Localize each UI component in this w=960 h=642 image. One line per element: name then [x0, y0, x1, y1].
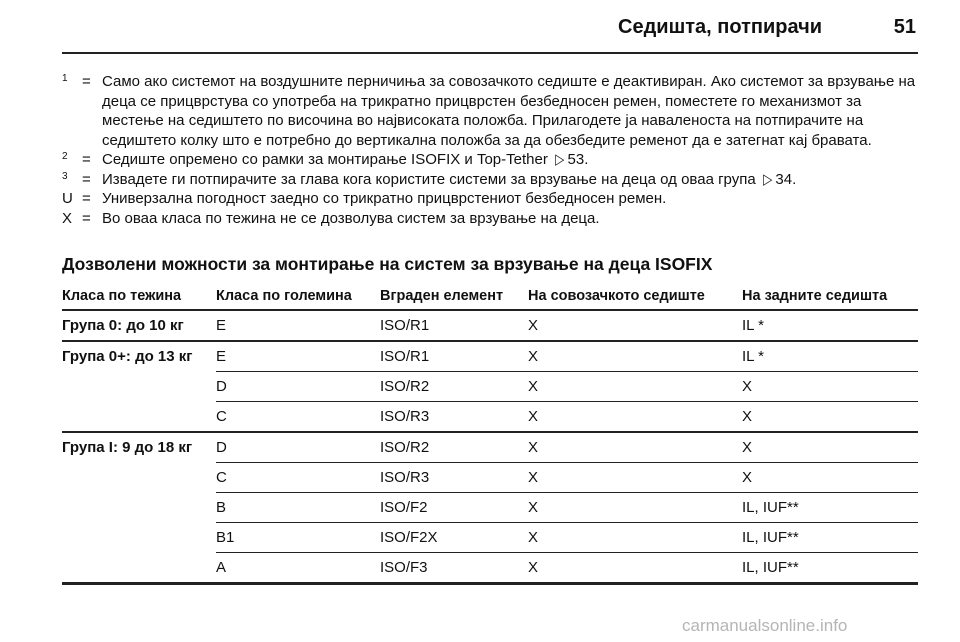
footnote-text: [102, 170, 922, 190]
footnote-text: Само ако системот на воздушните перничиња за совозачкото седиште е деактивиран. Ако системот за врзување на деца се прицврстува со употреба на трикратно прицврстен безбедносен ремен, поместете го механизмот за местење на седиштето по височина во највисоката положба. Прилагодете ја наваленоста на потпирачите на седиштето колку што е потребно до вертикална положба за да обезбедите ременот да е затегнат кај бравата.: [102, 73, 916, 149]
column-header: На задните седишта: [742, 283, 918, 310]
page-reference[interactable]: 53.: [567, 151, 589, 168]
fixture-cell: ISO/R2: [380, 432, 528, 463]
table-row: [62, 402, 918, 433]
size-class-cell: D: [216, 432, 380, 463]
size-class-cell: C: [216, 463, 380, 493]
weight-class-cell: Група I: 9 до 18 кг: [62, 432, 216, 463]
fixture-cell: ISO/R2: [380, 372, 528, 402]
page-number: 51: [893, 16, 916, 38]
footnote-text: Универзална погодност заедно со трикратно прицврстениот безбедносен ремен.: [102, 190, 667, 207]
rear-seat-cell: X: [742, 432, 918, 463]
table-row: [62, 493, 918, 523]
footnote: [62, 209, 922, 229]
weight-class-cell: [62, 372, 216, 402]
size-class-cell: B1: [216, 523, 380, 553]
page-reference[interactable]: 34.: [775, 170, 797, 188]
size-class-cell: D: [216, 372, 380, 402]
column-header: Класа по тежина: [62, 283, 216, 310]
footnote-equals: =: [82, 73, 91, 90]
fixture-cell: ISO/F3: [380, 553, 528, 584]
fixture-cell: ISO/R3: [380, 402, 528, 433]
weight-class-cell: [62, 523, 216, 553]
footnote-equals: =: [82, 190, 91, 207]
footnote-equals: =: [82, 170, 91, 188]
footnote-text: [102, 150, 922, 170]
size-class-cell: E: [216, 341, 380, 372]
front-seat-cell: X: [528, 341, 742, 372]
rear-seat-cell: IL, IUF**: [742, 493, 918, 523]
footnote-body: Извадете ги потпирачите за глава кога користите системи за врзување на деца од оваа група: [102, 170, 756, 188]
footnote-mark: 3: [62, 170, 68, 182]
fixture-cell: ISO/R1: [380, 341, 528, 372]
weight-class-cell: [62, 553, 216, 584]
fixture-cell: ISO/F2X: [380, 523, 528, 553]
front-seat-cell: X: [528, 310, 742, 341]
footnote: [62, 189, 922, 209]
watermark: carmanualsonline.info: [682, 616, 848, 635]
table-row: [62, 432, 918, 463]
rear-seat-cell: IL *: [742, 341, 918, 372]
column-header: Вграден елемент: [380, 283, 528, 310]
footnote-equals: =: [82, 209, 91, 227]
footnote-equals: =: [82, 151, 91, 168]
front-seat-cell: X: [528, 523, 742, 553]
front-seat-cell: X: [528, 493, 742, 523]
table-row: [62, 523, 918, 553]
table-row: [62, 553, 918, 584]
weight-class-cell: [62, 463, 216, 493]
rear-seat-cell: X: [742, 402, 918, 433]
table-header-row: [62, 283, 918, 310]
column-header: Класа по големина: [216, 283, 380, 310]
footnote-mark: X: [62, 209, 73, 227]
table-row: [62, 372, 918, 402]
table-row: [62, 463, 918, 493]
footnote: [62, 170, 922, 190]
table-row: [62, 310, 918, 341]
weight-class-cell: Група 0+: до 13 кг: [62, 341, 216, 372]
isofix-table: [62, 283, 918, 585]
weight-class-cell: [62, 493, 216, 523]
footnotes: [62, 72, 922, 228]
rear-seat-cell: IL, IUF**: [742, 553, 918, 584]
front-seat-cell: X: [528, 463, 742, 493]
fixture-cell: ISO/F2: [380, 493, 528, 523]
footnote-mark: U: [62, 190, 73, 207]
size-class-cell: C: [216, 402, 380, 433]
column-header: На совозачкото седиште: [528, 283, 742, 310]
size-class-cell: E: [216, 310, 380, 341]
footnote-mark: 2: [62, 151, 68, 162]
footnote-mark: 1: [62, 73, 68, 84]
fixture-cell: ISO/R1: [380, 310, 528, 341]
weight-class-cell: [62, 402, 216, 433]
front-seat-cell: X: [528, 432, 742, 463]
front-seat-cell: X: [528, 402, 742, 433]
rear-seat-cell: X: [742, 372, 918, 402]
rear-seat-cell: IL, IUF**: [742, 523, 918, 553]
reference-arrow-icon: ▷: [555, 151, 565, 168]
section-title: Дозволени можности за монтирање на систем за врзување на деца ISOFIX: [62, 254, 713, 274]
front-seat-cell: X: [528, 553, 742, 584]
weight-class-cell: Група 0: до 10 кг: [62, 310, 216, 341]
front-seat-cell: X: [528, 372, 742, 402]
footnote: [62, 72, 922, 150]
table-row: [62, 341, 918, 372]
size-class-cell: B: [216, 493, 380, 523]
size-class-cell: A: [216, 553, 380, 584]
rear-seat-cell: IL *: [742, 310, 918, 341]
footnote-body: Седиште опремено со рамки за монтирање ISOFIX и Top-Tether: [102, 151, 548, 168]
fixture-cell: ISO/R3: [380, 463, 528, 493]
footnote: [62, 150, 922, 170]
rear-seat-cell: X: [742, 463, 918, 493]
footnote-text: Во оваа класа по тежина не се дозволува систем за врзување на деца.: [102, 209, 600, 227]
page-title: Седишта, потпирачи: [618, 16, 822, 38]
page-header: [62, 14, 918, 54]
reference-arrow-icon: ▷: [763, 170, 773, 188]
